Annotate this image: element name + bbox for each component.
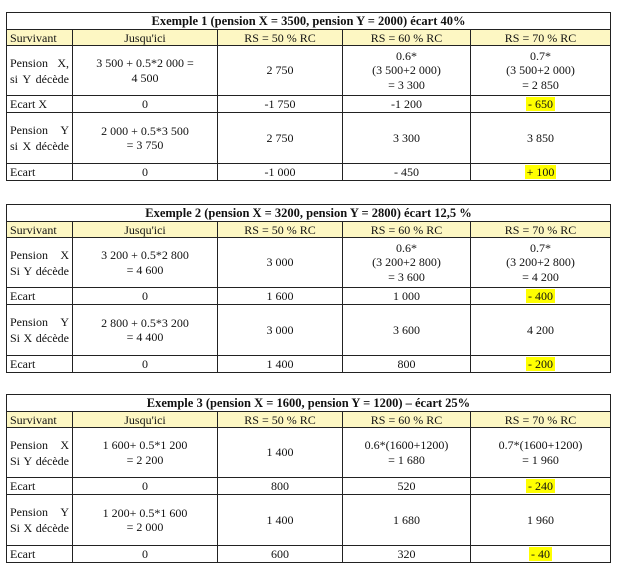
cell: 0.7*(1600+1200) = 1 960 [471, 428, 611, 478]
header-survivant: Survivant [7, 30, 73, 46]
cell: 0.7* (3 200+2 800) = 4 200 [471, 238, 611, 288]
header-row [7, 412, 611, 428]
example-table-1 [6, 12, 610, 181]
table-row [7, 96, 611, 113]
row-label: Pension X, si Y décède [7, 46, 73, 96]
cell [471, 164, 611, 181]
cell: 320 [343, 546, 471, 563]
cell [471, 288, 611, 305]
cell [471, 478, 611, 495]
table [6, 394, 611, 563]
highlighted-value: + 100 [526, 164, 555, 179]
header-survivant: Survivant [7, 412, 73, 428]
cell: -1 750 [218, 96, 343, 113]
cell [471, 546, 611, 563]
header-rs60: RS = 60 % RC [343, 412, 471, 428]
row-label: Pension Y Si X décède [7, 305, 73, 356]
header-rs50: RS = 50 % RC [218, 30, 343, 46]
header-rs50: RS = 50 % RC [218, 222, 343, 238]
cell: 2 800 + 0.5*3 200 = 4 400 [73, 305, 218, 356]
table-row [7, 478, 611, 495]
table-row [7, 546, 611, 563]
row-label: Pension Y Si X décède [7, 495, 73, 546]
table-title: Exemple 3 (pension X = 1600, pension Y = 1200) – écart 25% [7, 395, 611, 412]
header-row [7, 222, 611, 238]
table-row [7, 46, 611, 96]
cell: 0.6* (3 500+2 000) = 3 300 [343, 46, 471, 96]
cell: 1 600 [218, 288, 343, 305]
cell: 4 200 [471, 305, 611, 356]
cell: 1 400 [218, 356, 343, 373]
cell: 3 000 [218, 238, 343, 288]
cell: 1 680 [343, 495, 471, 546]
header-rs70: RS = 70 % RC [471, 412, 611, 428]
header-rs60: RS = 60 % RC [343, 30, 471, 46]
cell: 1 000 [343, 288, 471, 305]
cell: 0.6* (3 200+2 800) = 3 600 [343, 238, 471, 288]
cell: 3 300 [343, 113, 471, 164]
cell: 520 [343, 478, 471, 495]
cell: 800 [218, 478, 343, 495]
header-rs50: RS = 50 % RC [218, 412, 343, 428]
cell: 0 [73, 546, 218, 563]
example-table-3 [6, 394, 610, 563]
cell: 0.7* (3 500+2 000) = 2 850 [471, 46, 611, 96]
cell: -1 000 [218, 164, 343, 181]
table-row [7, 238, 611, 288]
cell: -1 200 [343, 96, 471, 113]
cell: 1 400 [218, 428, 343, 478]
row-label: Ecart [7, 478, 73, 495]
highlighted-value: - 200 [528, 356, 553, 371]
cell: 1 960 [471, 495, 611, 546]
table-row [7, 305, 611, 356]
row-label: Ecart X [7, 96, 73, 113]
table-row [7, 495, 611, 546]
table-row [7, 113, 611, 164]
header-jusquici: Jusqu'ici [73, 412, 218, 428]
highlighted-value: - 40 [531, 546, 550, 561]
table [6, 204, 611, 373]
header-rs70: RS = 70 % RC [471, 30, 611, 46]
table-row [7, 428, 611, 478]
cell: 2 000 + 0.5*3 500 = 3 750 [73, 113, 218, 164]
cell: 1 600+ 0.5*1 200 = 2 200 [73, 428, 218, 478]
cell: 0 [73, 356, 218, 373]
highlighted-value: - 240 [528, 478, 553, 493]
table-title: Exemple 2 (pension X = 3200, pension Y = 2800) écart 12,5 % [7, 205, 611, 222]
header-survivant: Survivant [7, 222, 73, 238]
cell: 1 400 [218, 495, 343, 546]
cell: 1 200+ 0.5*1 600 = 2 000 [73, 495, 218, 546]
row-label: Ecart [7, 356, 73, 373]
cell [471, 356, 611, 373]
table-row [7, 356, 611, 373]
cell: 3 850 [471, 113, 611, 164]
cell: 0 [73, 478, 218, 495]
row-label: Pension X Si Y décède [7, 428, 73, 478]
header-rs60: RS = 60 % RC [343, 222, 471, 238]
highlighted-value: - 650 [528, 96, 553, 111]
highlighted-value: - 400 [528, 288, 553, 303]
row-label: Ecart [7, 546, 73, 563]
cell: 2 750 [218, 113, 343, 164]
cell: 600 [218, 546, 343, 563]
row-label: Pension Y si X décède [7, 113, 73, 164]
table [6, 12, 611, 181]
table-row [7, 288, 611, 305]
row-label: Pension X Si Y décède [7, 238, 73, 288]
cell: 3 200 + 0.5*2 800 = 4 600 [73, 238, 218, 288]
cell: 3 000 [218, 305, 343, 356]
cell: 0 [73, 96, 218, 113]
cell: 2 750 [218, 46, 343, 96]
cell: 0 [73, 288, 218, 305]
header-row [7, 30, 611, 46]
header-rs70: RS = 70 % RC [471, 222, 611, 238]
example-table-2 [6, 204, 610, 373]
cell: 800 [343, 356, 471, 373]
cell: 0 [73, 164, 218, 181]
table-row [7, 164, 611, 181]
header-jusquici: Jusqu'ici [73, 222, 218, 238]
cell: 3 600 [343, 305, 471, 356]
row-label: Ecart [7, 288, 73, 305]
cell: 3 500 + 0.5*2 000 = 4 500 [73, 46, 218, 96]
row-label: Ecart [7, 164, 73, 181]
table-title: Exemple 1 (pension X = 3500, pension Y = 2000) écart 40% [7, 13, 611, 30]
cell [471, 96, 611, 113]
cell: 0.6*(1600+1200) = 1 680 [343, 428, 471, 478]
header-jusquici: Jusqu'ici [73, 30, 218, 46]
cell: - 450 [343, 164, 471, 181]
